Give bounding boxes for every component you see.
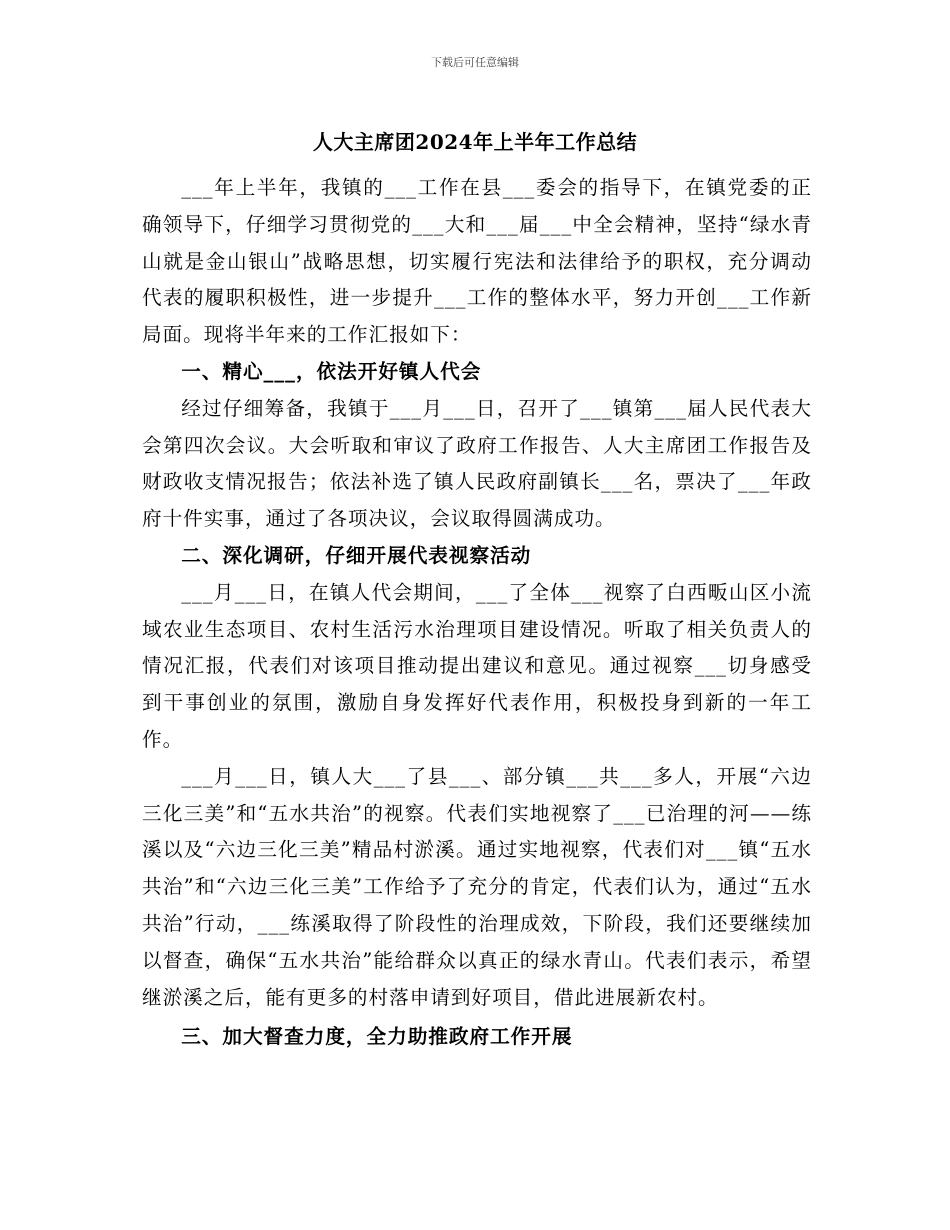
section-heading-3: 三、加大督查力度，全力助推政府工作开展 <box>181 1025 573 1049</box>
section-2-paragraph-2: ___月___日，镇人大___了县___、部分镇___共___多人，开展“六边三化三美”和“五水共治”的视察。代表们实地视察了___已治理的河——练溪以及“六边三化三美”精品村淤溪。通过实地视察，代表们对___镇“五水共治”和“六边三化三美”工作给予了充分的肯定，代表们认为，通过“五水共治”行动，___练溪取得了阶段性的治理成效，下阶段，我们还要继续加以督查，确保“五水共治”能给群众以真正的绿水青山。代表们表示，希望继淤溪之后，能有更多的村落申请到好项目，借此进展新农村。 <box>142 764 812 1009</box>
intro-paragraph: ___年上半年，我镇的___工作在县___委会的指导下，在镇党委的正确领导下，仔细学习贯彻党的___大和___届___中全会精神，坚持“绿水青山就是金山银山”战略思想，切实履行宪法和法律给予的职权，充分调动代表的履职积极性，进一步提升___工作的整体水平，努力开创___工作新局面。现将半年来的工作汇报如下： <box>142 176 812 347</box>
document-body <box>142 170 812 1056</box>
document-title: 人大主席团2024年上半年工作总结 <box>312 130 638 154</box>
section-heading-1: 一、精心___，依法开好镇人代会 <box>181 359 482 383</box>
header-note: 下载后可任意编辑 <box>431 56 519 69</box>
section-1-paragraph-1: 经过仔细筹备，我镇于___月___日，召开了___镇第___届人民代表大会第四次会议。大会听取和审议了政府工作报告、人大主席团工作报告及财政收支情况报告；依法补选了镇人民政府副镇长___名，票决了___年政府十件实事，通过了各项决议，会议取得圆满成功。 <box>142 396 812 531</box>
section-2-paragraph-1: ___月___日，在镇人代会期间，___了全体___视察了白西畈山区小流域农业生态项目、农村生活污水治理项目建设情况。听取了相关负责人的情况汇报，代表们对该项目推动提出建议和意见。通过视察___切身感受到干事创业的氛围，激励自身发挥好代表作用，积极投身到新的一年工作。 <box>142 580 812 751</box>
section-heading-2: 二、深化调研，仔细开展代表视察活动 <box>181 543 532 567</box>
